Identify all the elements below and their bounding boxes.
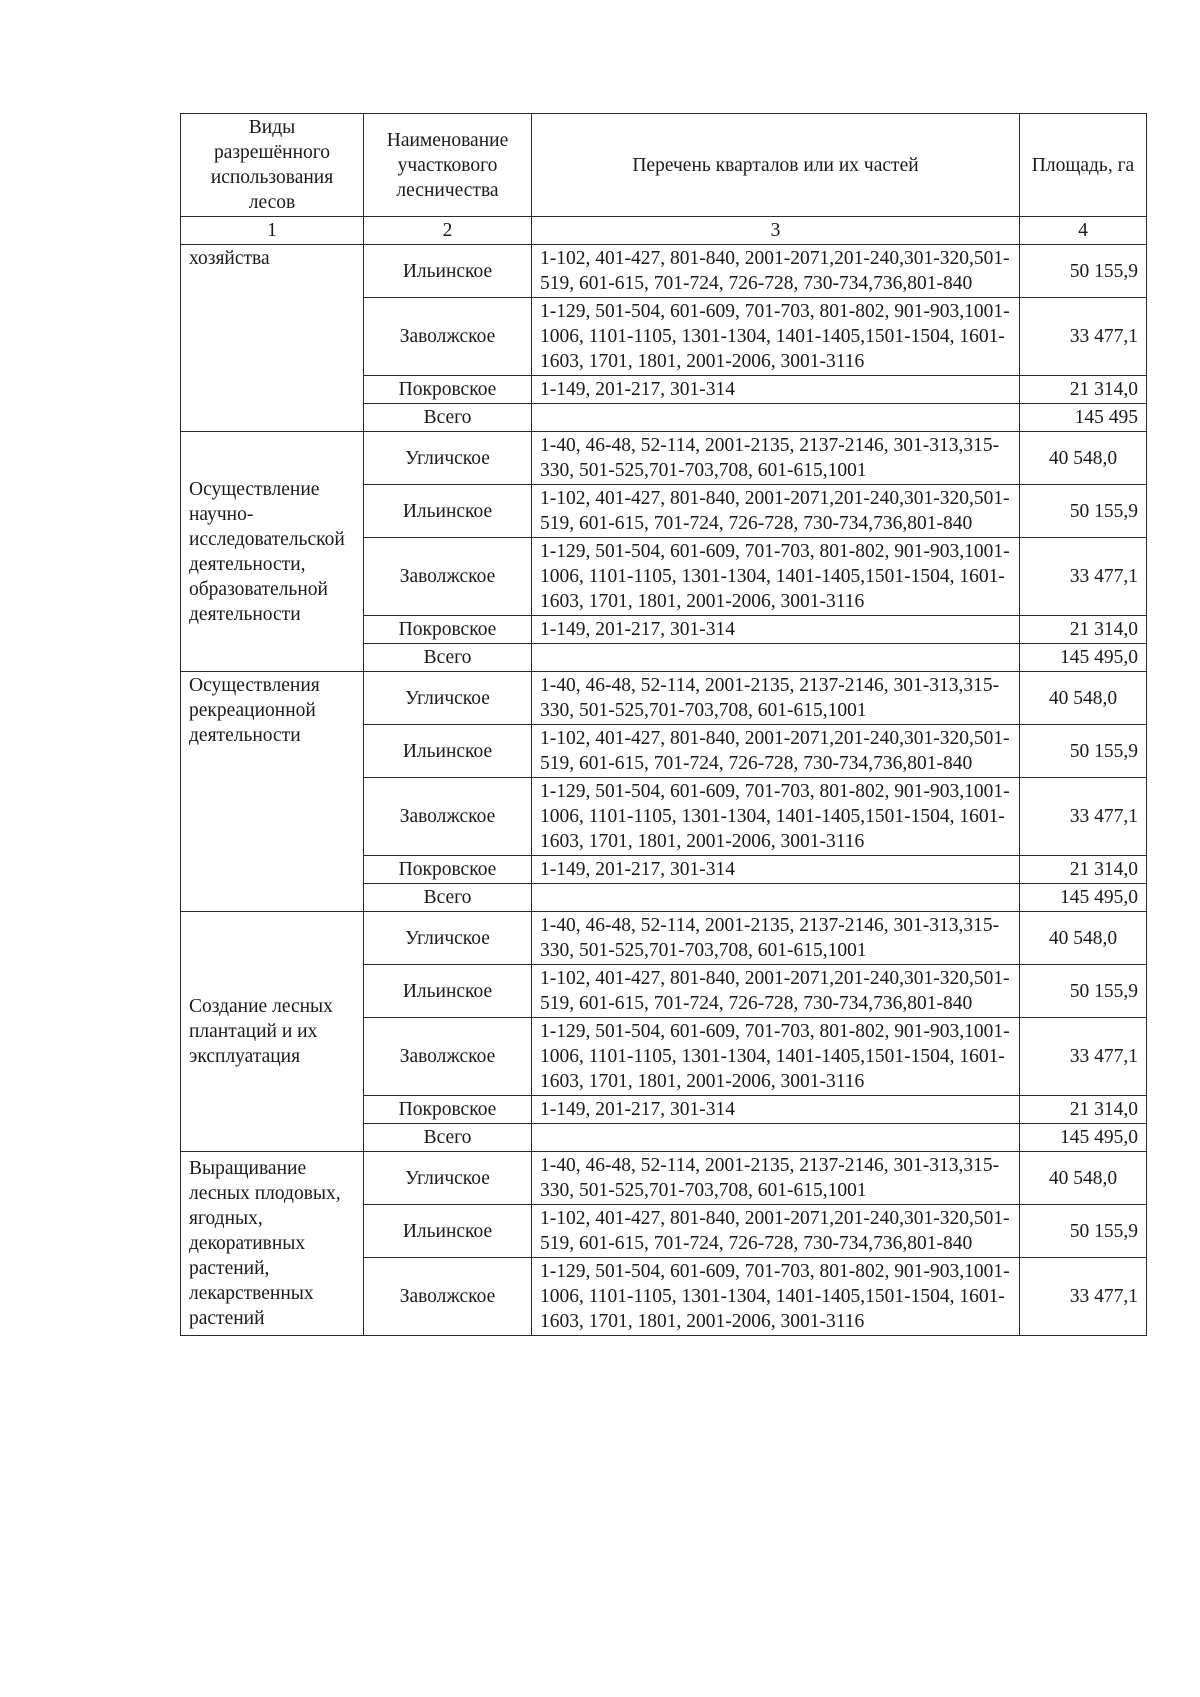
area-value: 50 155,9 <box>1020 965 1147 1018</box>
table-row <box>181 432 1147 485</box>
forestry-name: Угличское <box>364 1152 532 1205</box>
header-use-type: Виды разрешённого использования лесов <box>181 114 364 217</box>
area-value: 50 155,9 <box>1020 1205 1147 1258</box>
forestry-name: Угличское <box>364 432 532 485</box>
quarters-list: 1-149, 201-217, 301-314 <box>532 1096 1020 1124</box>
quarters-list: 1-102, 401-427, 801-840, 2001-2071,201-240,301-320,501-519, 601-615, 701-724, 726-728, 730-734,736,801-840 <box>532 725 1020 778</box>
area-value: 40 548,0 <box>1020 432 1147 485</box>
column-number-4: 4 <box>1020 217 1147 245</box>
quarters-list: 1-40, 46-48, 52-114, 2001-2135, 2137-2146, 301-313,315-330, 501-525,701-703,708, 601-615,1001 <box>532 1152 1020 1205</box>
quarters-list-empty <box>532 884 1020 912</box>
forestry-name: Ильинское <box>364 965 532 1018</box>
forestry-name: Заволжское <box>364 538 532 616</box>
quarters-list: 1-129, 501-504, 601-609, 701-703, 801-802, 901-903,1001-1006, 1101-1105, 1301-1304, 1401-1405,1501-1504, 1601-1603, 1701, 1801, 2001-2006, 3001-3116 <box>532 1258 1020 1336</box>
table-row <box>181 245 1147 298</box>
forestry-name: Покровское <box>364 376 532 404</box>
quarters-list: 1-40, 46-48, 52-114, 2001-2135, 2137-2146, 301-313,315-330, 501-525,701-703,708, 601-615,1001 <box>532 672 1020 725</box>
forestry-name: Ильинское <box>364 725 532 778</box>
forestry-name: Заволжское <box>364 1258 532 1336</box>
forestry-name: Заволжское <box>364 298 532 376</box>
area-value: 50 155,9 <box>1020 485 1147 538</box>
quarters-list: 1-149, 201-217, 301-314 <box>532 856 1020 884</box>
area-value: 40 548,0 <box>1020 912 1147 965</box>
table-row <box>181 1152 1147 1205</box>
use-type-cell: Осуществление научно-исследовательской деятельности, образовательной деятельности <box>181 432 364 672</box>
area-value: 21 314,0 <box>1020 376 1147 404</box>
table-row <box>181 672 1147 725</box>
area-value: 21 314,0 <box>1020 1096 1147 1124</box>
forestry-name: Угличское <box>364 912 532 965</box>
total-label: Всего <box>364 404 532 432</box>
quarters-list-empty <box>532 404 1020 432</box>
forestry-name: Заволжское <box>364 778 532 856</box>
column-number-1: 1 <box>181 217 364 245</box>
column-number-3: 3 <box>532 217 1020 245</box>
forestry-name: Покровское <box>364 856 532 884</box>
area-value: 50 155,9 <box>1020 725 1147 778</box>
area-value: 33 477,1 <box>1020 1258 1147 1336</box>
use-type-cell: Осуществления рекреационной деятельности <box>181 672 364 912</box>
total-area-value: 145 495,0 <box>1020 644 1147 672</box>
area-value: 40 548,0 <box>1020 1152 1147 1205</box>
use-type-cell: Создание лесных плантаций и их эксплуатация <box>181 912 364 1152</box>
header-forestry-name: Наименование участкового лесничества <box>364 114 532 217</box>
forestry-name: Ильинское <box>364 485 532 538</box>
quarters-list: 1-102, 401-427, 801-840, 2001-2071,201-240,301-320,501-519, 601-615, 701-724, 726-728, 730-734,736,801-840 <box>532 485 1020 538</box>
quarters-list: 1-129, 501-504, 601-609, 701-703, 801-802, 901-903,1001-1006, 1101-1105, 1301-1304, 1401-1405,1501-1504, 1601-1603, 1701, 1801, 2001-2006, 3001-3116 <box>532 538 1020 616</box>
quarters-list: 1-129, 501-504, 601-609, 701-703, 801-802, 901-903,1001-1006, 1101-1105, 1301-1304, 1401-1405,1501-1504, 1601-1603, 1701, 1801, 2001-2006, 3001-3116 <box>532 778 1020 856</box>
forestry-name: Ильинское <box>364 1205 532 1258</box>
area-value: 33 477,1 <box>1020 778 1147 856</box>
total-label: Всего <box>364 884 532 912</box>
quarters-list-empty <box>532 1124 1020 1152</box>
area-value: 33 477,1 <box>1020 298 1147 376</box>
table-row <box>181 912 1147 965</box>
quarters-list: 1-102, 401-427, 801-840, 2001-2071,201-240,301-320,501-519, 601-615, 701-724, 726-728, 730-734,736,801-840 <box>532 1205 1020 1258</box>
quarters-list: 1-129, 501-504, 601-609, 701-703, 801-802, 901-903,1001-1006, 1101-1105, 1301-1304, 1401-1405,1501-1504, 1601-1603, 1701, 1801, 2001-2006, 3001-3116 <box>532 298 1020 376</box>
total-label: Всего <box>364 644 532 672</box>
forest-use-table <box>180 113 1147 1336</box>
quarters-list: 1-149, 201-217, 301-314 <box>532 376 1020 404</box>
use-type-cell: хозяйства <box>181 245 364 432</box>
area-value: 33 477,1 <box>1020 538 1147 616</box>
column-number-2: 2 <box>364 217 532 245</box>
area-value: 50 155,9 <box>1020 245 1147 298</box>
quarters-list: 1-129, 501-504, 601-609, 701-703, 801-802, 901-903,1001-1006, 1101-1105, 1301-1304, 1401-1405,1501-1504, 1601-1603, 1701, 1801, 2001-2006, 3001-3116 <box>532 1018 1020 1096</box>
use-type-cell: Выращивание лесных плодовых, ягодных, декоративных растений, лекарственных растений <box>181 1152 364 1336</box>
total-area-value: 145 495 <box>1020 404 1147 432</box>
table-header-row <box>181 114 1147 217</box>
area-value: 33 477,1 <box>1020 1018 1147 1096</box>
total-area-value: 145 495,0 <box>1020 1124 1147 1152</box>
area-value: 21 314,0 <box>1020 616 1147 644</box>
total-area-value: 145 495,0 <box>1020 884 1147 912</box>
total-label: Всего <box>364 1124 532 1152</box>
forestry-name: Покровское <box>364 616 532 644</box>
quarters-list: 1-102, 401-427, 801-840, 2001-2071,201-240,301-320,501-519, 601-615, 701-724, 726-728, 730-734,736,801-840 <box>532 965 1020 1018</box>
forestry-name: Заволжское <box>364 1018 532 1096</box>
quarters-list-empty <box>532 644 1020 672</box>
quarters-list: 1-149, 201-217, 301-314 <box>532 616 1020 644</box>
column-number-row <box>181 217 1147 245</box>
forestry-name: Ильинское <box>364 245 532 298</box>
quarters-list: 1-40, 46-48, 52-114, 2001-2135, 2137-2146, 301-313,315-330, 501-525,701-703,708, 601-615,1001 <box>532 912 1020 965</box>
forestry-name: Покровское <box>364 1096 532 1124</box>
header-quarters-list: Перечень кварталов или их частей <box>532 114 1020 217</box>
quarters-list: 1-102, 401-427, 801-840, 2001-2071,201-240,301-320,501-519, 601-615, 701-724, 726-728, 730-734,736,801-840 <box>532 245 1020 298</box>
area-value: 21 314,0 <box>1020 856 1147 884</box>
forestry-name: Угличское <box>364 672 532 725</box>
quarters-list: 1-40, 46-48, 52-114, 2001-2135, 2137-2146, 301-313,315-330, 501-525,701-703,708, 601-615,1001 <box>532 432 1020 485</box>
area-value: 40 548,0 <box>1020 672 1147 725</box>
header-area: Площадь, га <box>1020 114 1147 217</box>
